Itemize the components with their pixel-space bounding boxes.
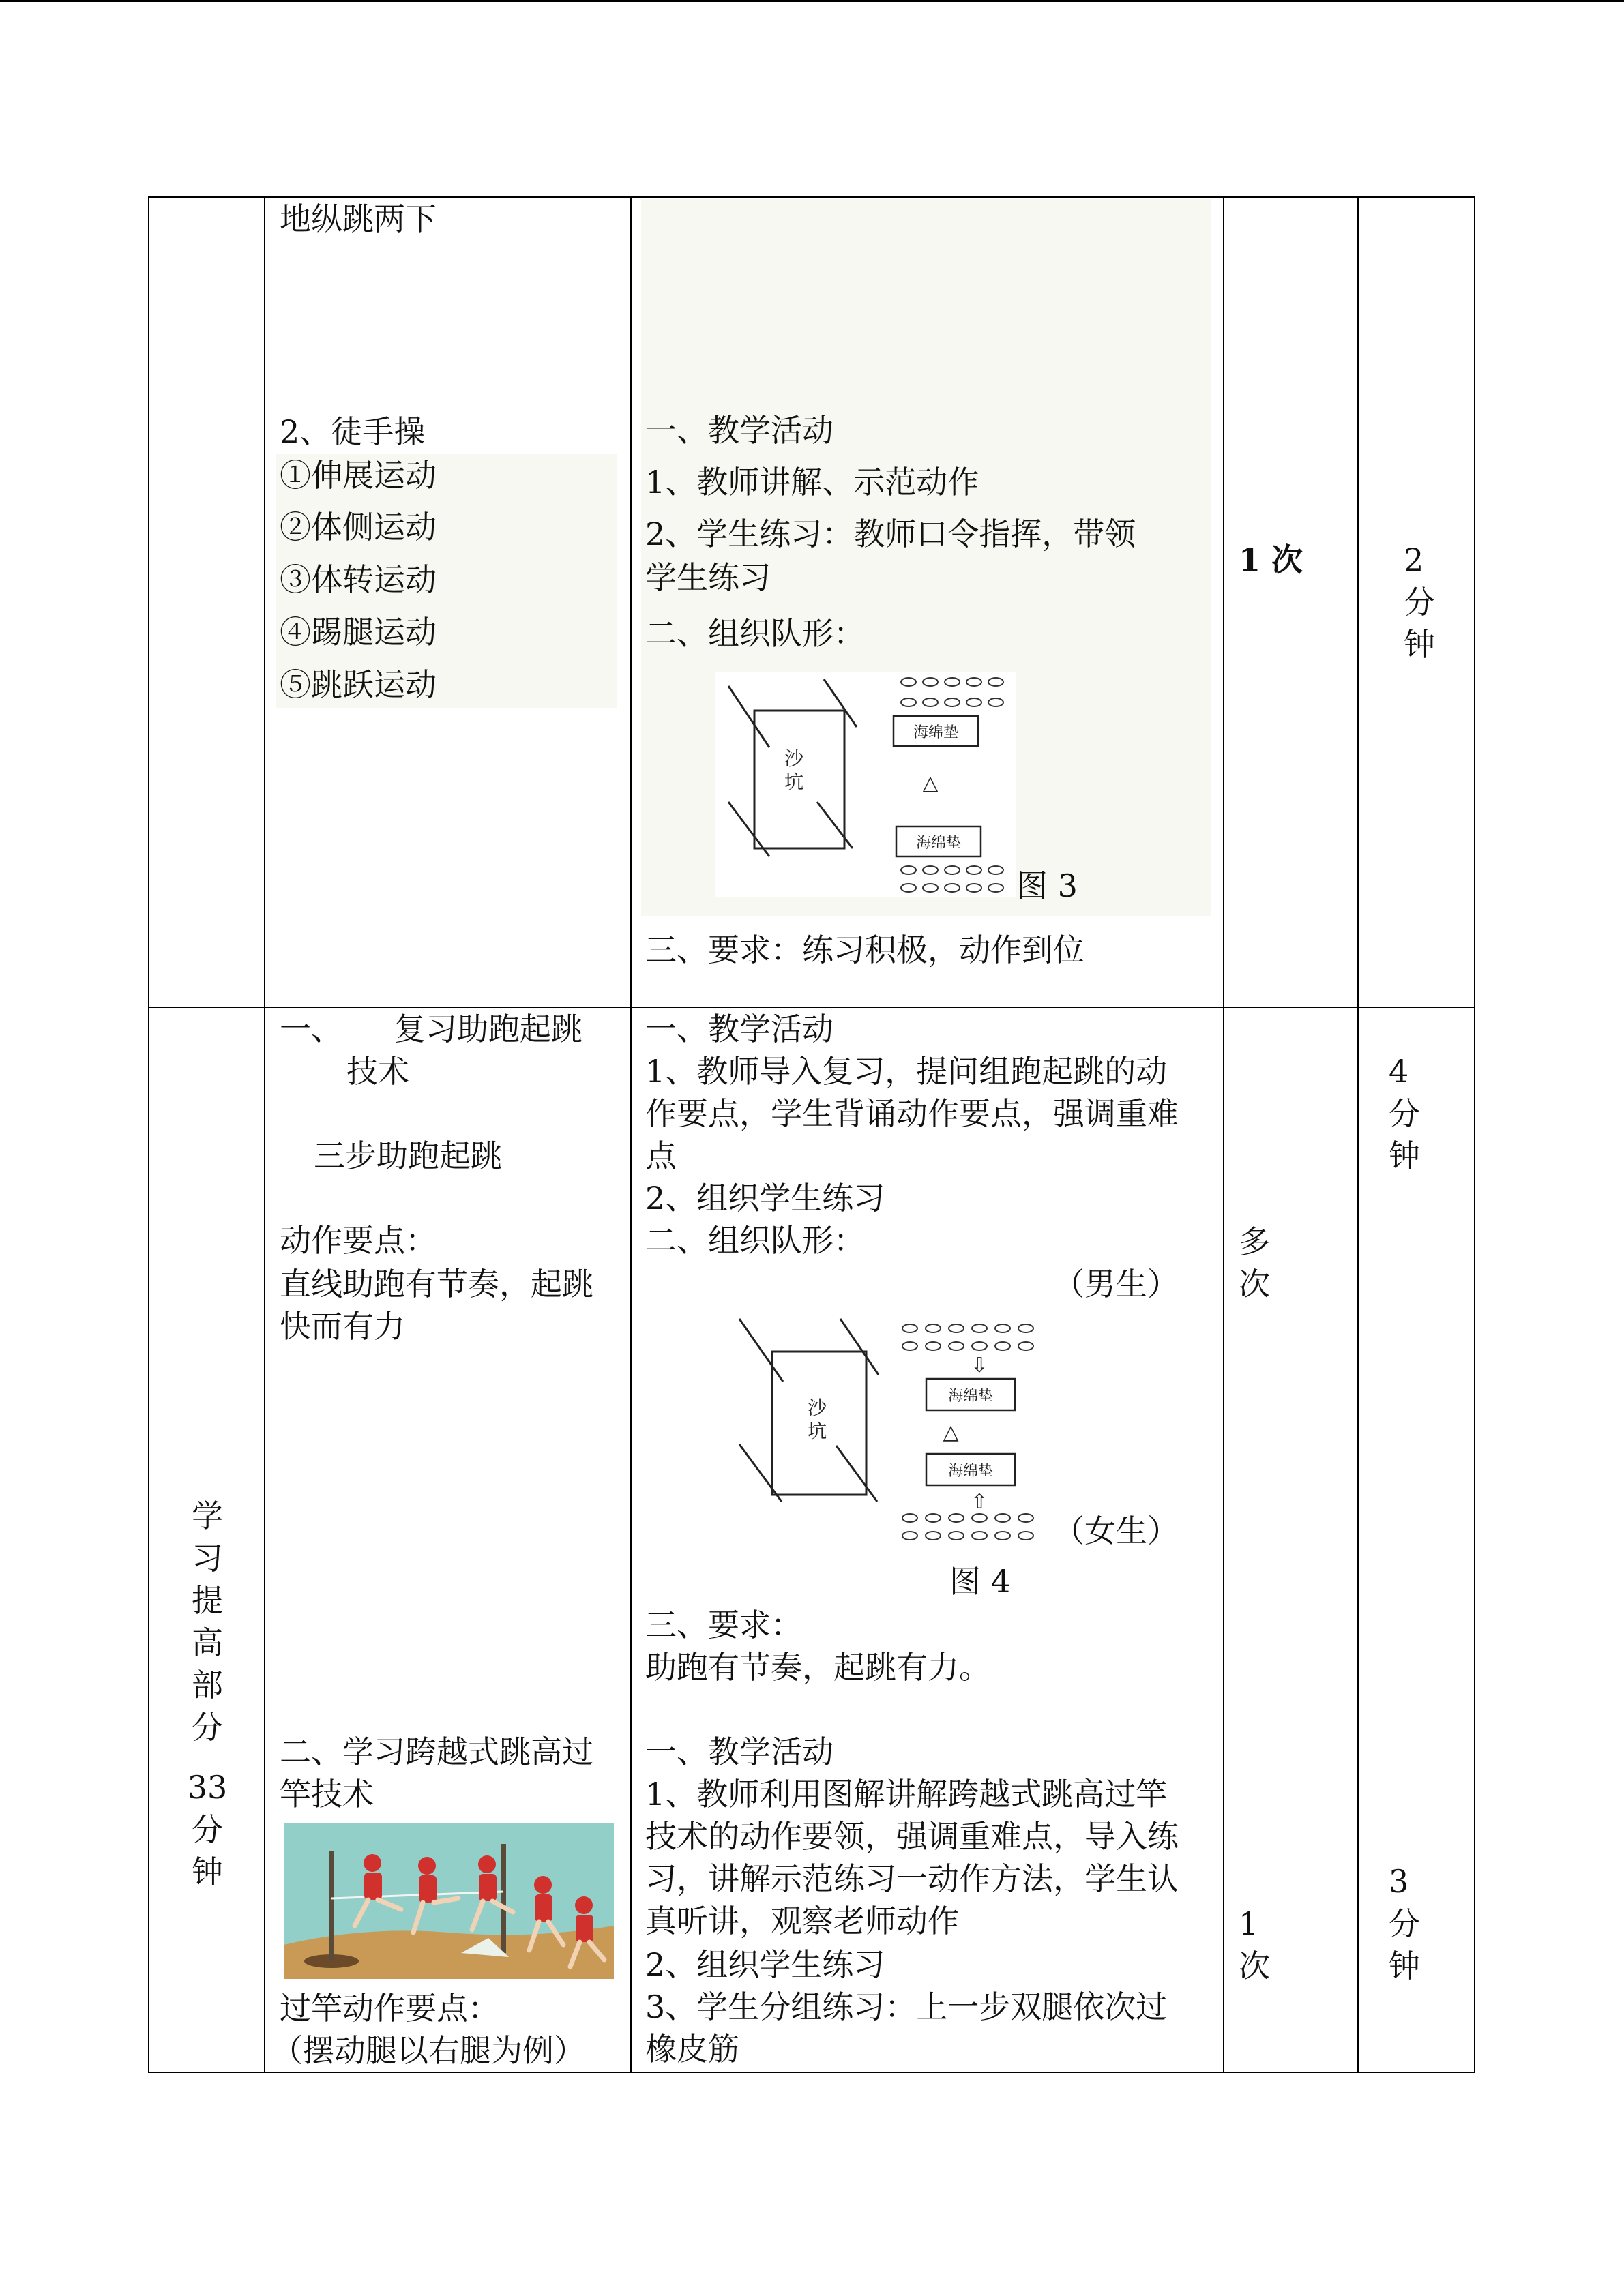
page-top-border	[0, 0, 1624, 2]
col-line-2	[630, 196, 632, 2073]
activity-line: 3、学生分组练习：上一步双腿依次过	[645, 1988, 1168, 2025]
activity-line: 1、教师导入复习，提问组跑起跳的动	[645, 1053, 1168, 1090]
sandpit-label: 坑	[784, 771, 804, 793]
activity-line: 点	[645, 1137, 677, 1174]
arrow-down-icon: ⇩	[971, 1354, 988, 1377]
time-unit: 分	[1389, 1905, 1420, 1942]
count-unit: 次	[1239, 1948, 1270, 1984]
triangle-icon: △	[943, 1420, 959, 1444]
content-top: 地纵跳两下	[280, 200, 437, 237]
time-unit: 钟	[1389, 1948, 1420, 1984]
exercise-item: ①伸展运动	[280, 457, 437, 494]
formation-diagram-4	[733, 1316, 1060, 1548]
time-unit: 分	[1404, 584, 1435, 621]
activity-line: 作要点，学生背诵动作要点，强调重难	[645, 1095, 1179, 1132]
exercise-title: 2、徒手操	[280, 413, 426, 450]
activity-line: 学生练习	[645, 559, 771, 596]
requirement-line: 三、要求：练习积极，动作到位	[645, 931, 1084, 968]
exercise-item: ③体转运动	[280, 561, 437, 598]
figure-caption: 图 3	[1016, 867, 1078, 904]
time-unit: 钟	[1404, 626, 1435, 663]
activity-line: 2、组织学生练习	[645, 1946, 885, 1983]
activity-line: 习，讲解示范练习一动作方法，学生认	[645, 1860, 1179, 1897]
content-line: 快而有力	[280, 1308, 405, 1345]
content-line: 三步助跑起跳	[314, 1137, 502, 1174]
exercise-item: ④踢腿运动	[280, 614, 437, 651]
count-value: 1	[1239, 1905, 1259, 1942]
time-unit: 分	[1389, 1095, 1420, 1132]
col-line-4	[1357, 196, 1359, 2073]
content-line: 竿技术	[280, 1776, 374, 1813]
activity-line: 真听讲，观察老师动作	[645, 1903, 959, 1939]
content-line: 复习助跑起跳	[394, 1011, 582, 1047]
formation-label: 二、组织队形：	[645, 615, 865, 652]
formation-label: 二、组织队形：	[645, 1222, 865, 1259]
activity-line: 2、学生练习：教师口令指挥，带领	[645, 516, 1136, 552]
activity-line: 技术的动作要领，强调重难点，导入练	[645, 1818, 1179, 1855]
content-line: 二、学习跨越式跳高过	[280, 1733, 593, 1770]
mat-label: 海绵垫	[947, 1463, 994, 1480]
activity-line: 1、教师讲解、示范动作	[645, 464, 979, 501]
boys-label: （男生）	[1053, 1266, 1179, 1302]
content-line: 动作要点：	[280, 1222, 437, 1259]
content-line: 一、	[280, 1011, 342, 1047]
content-line: 技术	[346, 1053, 409, 1090]
content-line: 过竿动作要点：	[280, 1990, 499, 2027]
content-line: （摆动腿以右腿为例）	[271, 2032, 585, 2069]
section-label: 学 习 提 高 部 分 33 分 钟	[187, 1497, 228, 1890]
content-line: 直线助跑有节奏，起跳	[280, 1266, 593, 1302]
col-line-3	[1223, 196, 1224, 2073]
count-value: 多	[1239, 1223, 1270, 1260]
activity-title: 一、教学活动	[645, 1011, 833, 1047]
activity-line: 1、教师利用图解讲解跨越式跳高过竿	[645, 1776, 1168, 1813]
count-unit: 次	[1239, 1266, 1270, 1302]
high-jump-illustration	[284, 1823, 614, 1979]
time-value: 2	[1404, 541, 1424, 578]
girls-label: （女生）	[1053, 1512, 1179, 1549]
time-value: 3	[1389, 1863, 1409, 1900]
time-unit: 钟	[1389, 1137, 1420, 1174]
requirement-label: 三、要求：	[645, 1607, 802, 1643]
arrow-up-icon: ⇧	[971, 1490, 988, 1514]
requirement-text: 助跑有节奏，起跳有力。	[645, 1649, 990, 1686]
figure-caption: 图 4	[949, 1563, 1011, 1600]
sandpit-label: 坑	[807, 1420, 827, 1442]
student-markers	[902, 1324, 1033, 1540]
exercise-item: ②体侧运动	[280, 509, 437, 546]
activity-line: 2、组织学生练习	[645, 1180, 885, 1217]
col-line-1	[264, 196, 265, 2073]
mat-label: 海绵垫	[915, 835, 962, 852]
activity-line: 橡皮筋	[645, 2031, 739, 2068]
mat-label: 海绵垫	[913, 724, 959, 741]
exercise-item: ⑤跳跃运动	[280, 666, 437, 703]
activity-title: 一、教学活动	[645, 412, 833, 449]
mat-label: 海绵垫	[947, 1388, 994, 1405]
formation-diagram-3	[715, 672, 1016, 897]
sandpit-label: 沙	[784, 747, 804, 770]
time-value: 4	[1389, 1053, 1409, 1090]
activity-title: 一、教学活动	[645, 1733, 833, 1770]
sandpit-label: 沙	[807, 1397, 827, 1419]
triangle-icon: △	[922, 771, 939, 795]
count-value: 1 次	[1239, 541, 1303, 578]
